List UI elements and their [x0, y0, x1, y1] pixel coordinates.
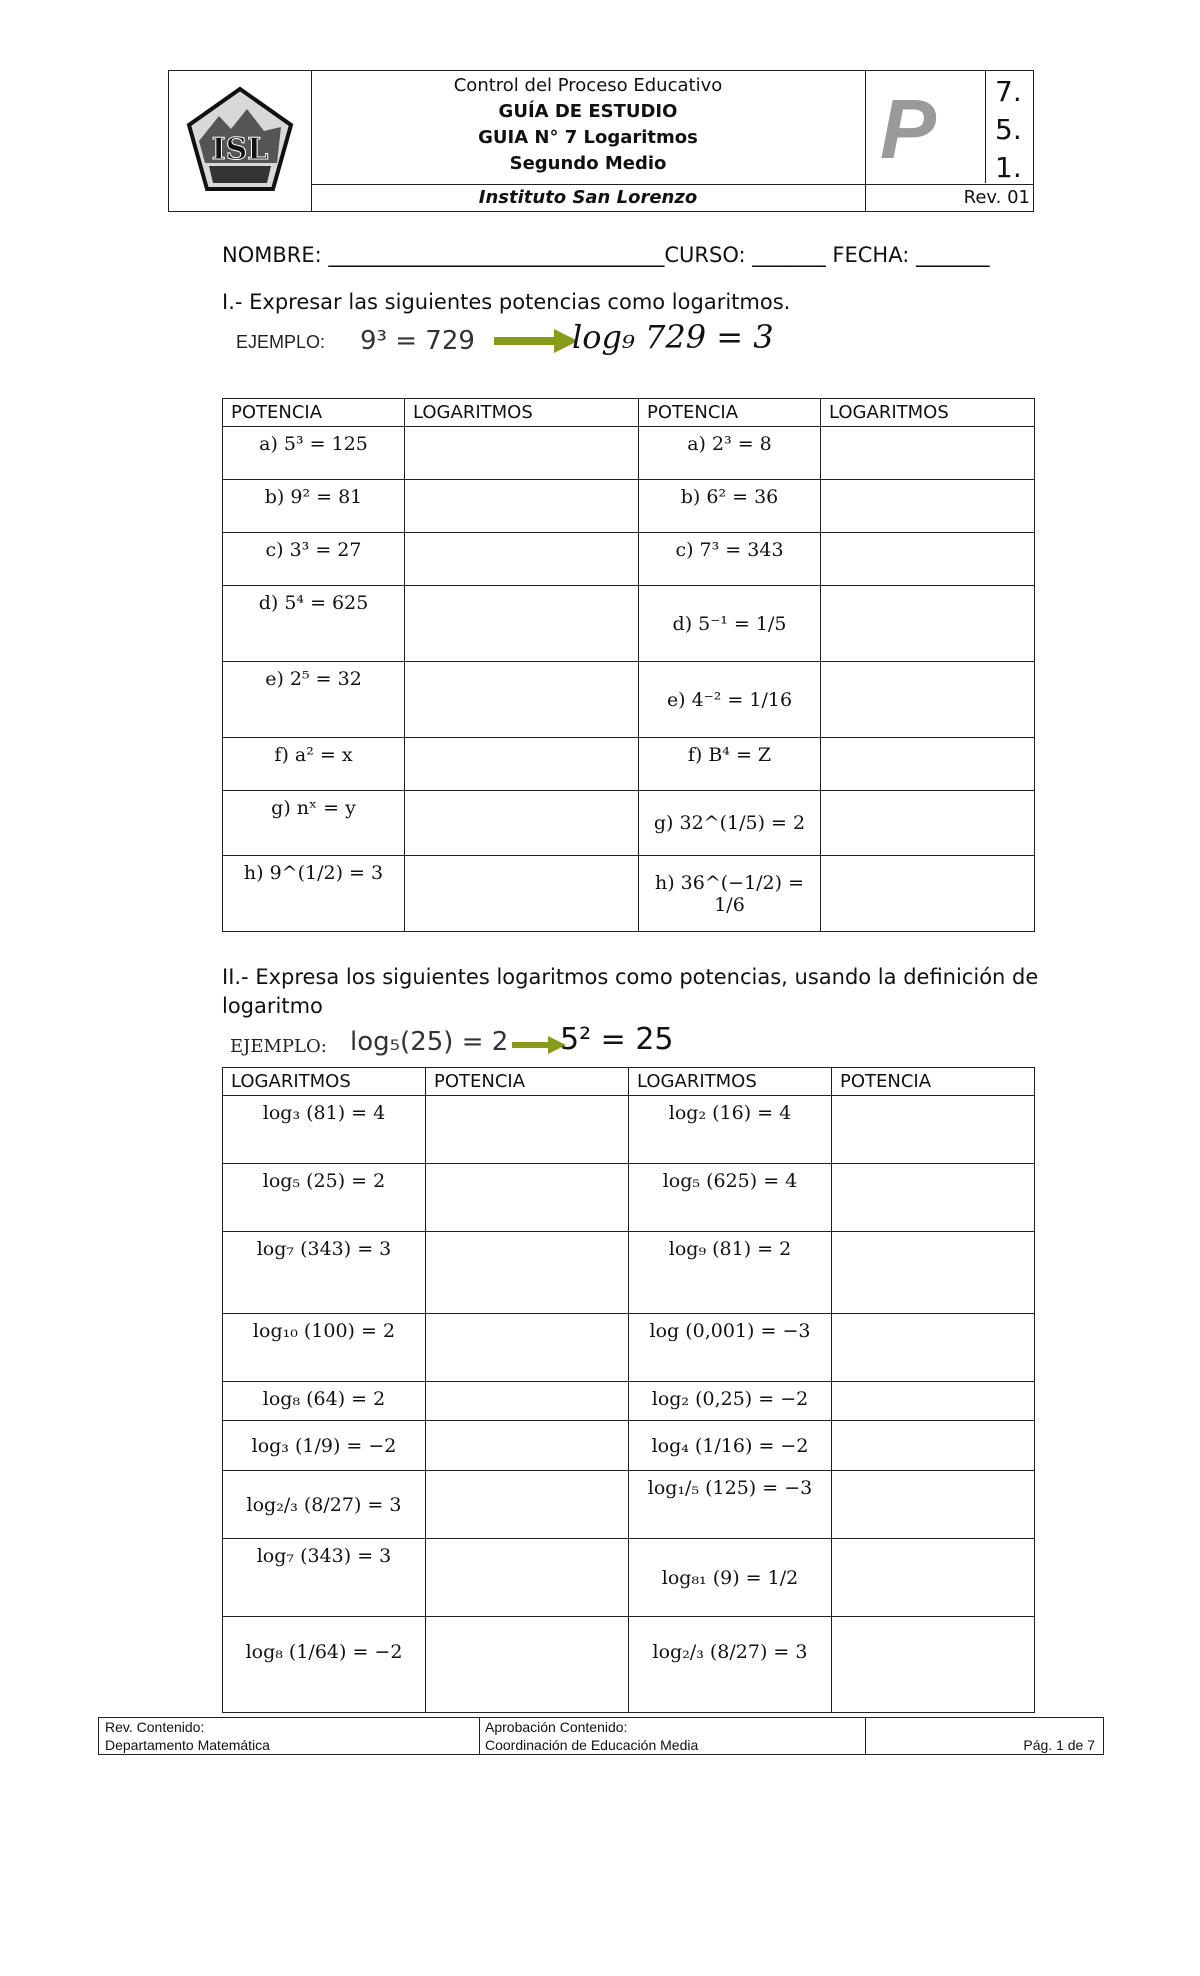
answer-cell[interactable] — [832, 1471, 1035, 1539]
document-footer — [98, 1717, 1104, 1755]
table-row — [223, 480, 1035, 533]
answer-cell[interactable] — [405, 856, 639, 932]
section2-example-label: EJEMPLO: — [230, 1036, 327, 1057]
answer-cell[interactable] — [426, 1539, 629, 1617]
exercise-cell: b) 6² = 36 — [639, 480, 821, 533]
answer-cell[interactable] — [405, 586, 639, 662]
section1-table — [222, 398, 1035, 932]
exercise-cell: log₂/₃ (8/27) = 3 — [629, 1617, 832, 1713]
section2-table — [222, 1067, 1035, 1713]
answer-cell[interactable] — [832, 1421, 1035, 1471]
footer-approval-label: Aprobación Contenido: — [485, 1719, 628, 1735]
col-header-potencia: POTENCIA — [639, 399, 821, 427]
answer-cell[interactable] — [405, 533, 639, 586]
table-header-row — [223, 399, 1035, 427]
table-row — [223, 1539, 1035, 1617]
table-row — [223, 856, 1035, 932]
answer-cell[interactable] — [832, 1232, 1035, 1314]
answer-cell[interactable] — [832, 1539, 1035, 1617]
table-row — [223, 1382, 1035, 1421]
answer-cell[interactable] — [821, 791, 1035, 856]
student-info-line: NOMBRE: ________________________________CURSO: _______ FECHA: _______ — [222, 243, 990, 267]
col-header-logaritmos: LOGARITMOS — [223, 1068, 426, 1096]
answer-cell[interactable] — [821, 480, 1035, 533]
table-row — [223, 1164, 1035, 1232]
exercise-cell: a) 5³ = 125 — [223, 427, 405, 480]
table-row — [223, 1471, 1035, 1539]
answer-cell[interactable] — [426, 1382, 629, 1421]
table-header-row — [223, 1068, 1035, 1096]
answer-cell[interactable] — [821, 662, 1035, 738]
footer-rev-label: Rev. Contenido: — [105, 1719, 205, 1735]
answer-cell[interactable] — [405, 738, 639, 791]
answer-cell[interactable] — [426, 1232, 629, 1314]
footer-approval-value: Coordinación de Educación Media — [485, 1737, 699, 1753]
table-row — [223, 738, 1035, 791]
exercise-cell: b) 9² = 81 — [223, 480, 405, 533]
isl-logo — [169, 71, 311, 211]
section2-example-log: log₅(25) = 2 — [350, 1027, 509, 1057]
answer-cell[interactable] — [405, 480, 639, 533]
answer-cell[interactable] — [821, 586, 1035, 662]
table-row — [223, 1421, 1035, 1471]
p-mark: P — [880, 82, 937, 176]
exercise-cell: c) 7³ = 343 — [639, 533, 821, 586]
code-line-2: 5. — [995, 113, 1022, 146]
exercise-cell: d) 5⁻¹ = 1/5 — [639, 586, 821, 662]
col-header-potencia: POTENCIA — [223, 399, 405, 427]
code-line-1: 7. — [995, 75, 1022, 108]
exercise-cell: log₈ (1/64) = −2 — [223, 1617, 426, 1713]
section1-example-log: log₉ 729 = 3 — [572, 318, 774, 356]
page-number: Pág. 1 de 7 — [1023, 1737, 1095, 1753]
institute-cell — [311, 185, 865, 211]
exercise-cell: log₁₀ (100) = 2 — [223, 1314, 426, 1382]
exercise-cell: log₂ (16) = 4 — [629, 1096, 832, 1164]
answer-cell[interactable] — [426, 1471, 629, 1539]
exercise-cell: h) 9^(1/2) = 3 — [223, 856, 405, 932]
logo-cell — [169, 71, 311, 211]
header-guide-title: GUIA N° 7 Logaritmos — [478, 127, 698, 148]
table-row — [223, 1096, 1035, 1164]
table-row — [223, 533, 1035, 586]
exercise-cell: log₈₁ (9) = 1/2 — [629, 1539, 832, 1617]
exercise-cell: a) 2³ = 8 — [639, 427, 821, 480]
answer-cell[interactable] — [405, 662, 639, 738]
exercise-cell: g) nˣ = y — [223, 791, 405, 856]
answer-cell[interactable] — [821, 427, 1035, 480]
exercise-cell: log₂ (0,25) = −2 — [629, 1382, 832, 1421]
exercise-cell: log₇ (343) = 3 — [223, 1539, 426, 1617]
exercise-cell: h) 36^(−1/2) = 1/6 — [639, 856, 821, 932]
header-process: Control del Proceso Educativo — [453, 75, 723, 96]
exercise-cell: log₅ (625) = 4 — [629, 1164, 832, 1232]
revision: Rev. 01 — [963, 187, 1030, 208]
exercise-cell: g) 32^(1/5) = 2 — [639, 791, 821, 856]
exercise-cell: log (0,001) = −3 — [629, 1314, 832, 1382]
col-header-logaritmos: LOGARITMOS — [629, 1068, 832, 1096]
answer-cell[interactable] — [405, 791, 639, 856]
header-guide-type: GUÍA DE ESTUDIO — [498, 101, 678, 122]
section2-example-power: 5² = 25 — [560, 1022, 674, 1057]
answer-cell[interactable] — [426, 1617, 629, 1713]
answer-cell[interactable] — [832, 1617, 1035, 1713]
answer-cell[interactable] — [821, 856, 1035, 932]
col-header-logaritmos: LOGARITMOS — [821, 399, 1035, 427]
table-row — [223, 1232, 1035, 1314]
answer-cell[interactable] — [426, 1164, 629, 1232]
exercise-cell: d) 5⁴ = 625 — [223, 586, 405, 662]
exercise-cell: log₁/₅ (125) = −3 — [629, 1471, 832, 1539]
exercise-cell: e) 4⁻² = 1/16 — [639, 662, 821, 738]
logo-text: ISL — [211, 132, 269, 167]
answer-cell[interactable] — [426, 1096, 629, 1164]
exercise-cell: f) a² = x — [223, 738, 405, 791]
exercise-cell: c) 3³ = 27 — [223, 533, 405, 586]
arrow-icon — [492, 326, 582, 356]
answer-cell[interactable] — [821, 738, 1035, 791]
p-mark-cell — [866, 71, 985, 184]
answer-cell[interactable] — [832, 1314, 1035, 1382]
table-row — [223, 791, 1035, 856]
answer-cell[interactable] — [821, 533, 1035, 586]
table-row — [223, 662, 1035, 738]
exercise-cell: f) B⁴ = Z — [639, 738, 821, 791]
section1-title: I.- Expresar las siguientes potencias como logaritmos. — [222, 290, 791, 314]
exercise-cell: log₂/₃ (8/27) = 3 — [223, 1471, 426, 1539]
document-header — [168, 70, 1034, 212]
institute-name: Instituto San Lorenzo — [478, 187, 698, 208]
table-row — [223, 427, 1035, 480]
answer-cell[interactable] — [832, 1382, 1035, 1421]
answer-cell[interactable] — [405, 427, 639, 480]
section1-example-label: EJEMPLO: — [236, 332, 326, 352]
header-level: Segundo Medio — [509, 153, 667, 174]
section2-title-line1: II.- Expresa los siguientes logaritmos como potencias, usando la definición de — [222, 965, 1039, 989]
exercise-cell: log₈ (64) = 2 — [223, 1382, 426, 1421]
code-line-3: 1. — [995, 151, 1022, 184]
exercise-cell: log₅ (25) = 2 — [223, 1164, 426, 1232]
exercise-cell: log₃ (1/9) = −2 — [223, 1421, 426, 1471]
exercise-cell: e) 2⁵ = 32 — [223, 662, 405, 738]
table-row — [223, 1617, 1035, 1713]
exercise-cell: log₃ (81) = 4 — [223, 1096, 426, 1164]
code-cell — [987, 71, 1033, 184]
col-header-logaritmos: LOGARITMOS — [405, 399, 639, 427]
header-title-block — [311, 71, 865, 184]
answer-cell[interactable] — [832, 1164, 1035, 1232]
exercise-cell: log₉ (81) = 2 — [629, 1232, 832, 1314]
exercise-cell: log₄ (1/16) = −2 — [629, 1421, 832, 1471]
footer-rev-value: Departamento Matemática — [105, 1737, 270, 1753]
exercise-cell: log₇ (343) = 3 — [223, 1232, 426, 1314]
table-row — [223, 586, 1035, 662]
col-header-potencia: POTENCIA — [832, 1068, 1035, 1096]
answer-cell[interactable] — [426, 1314, 629, 1382]
section2-title-line2: logaritmo — [222, 994, 323, 1018]
col-header-potencia: POTENCIA — [426, 1068, 629, 1096]
table-row — [223, 1314, 1035, 1382]
answer-cell[interactable] — [426, 1421, 629, 1471]
answer-cell[interactable] — [832, 1096, 1035, 1164]
section1-example-power: 9³ = 729 — [360, 326, 475, 356]
